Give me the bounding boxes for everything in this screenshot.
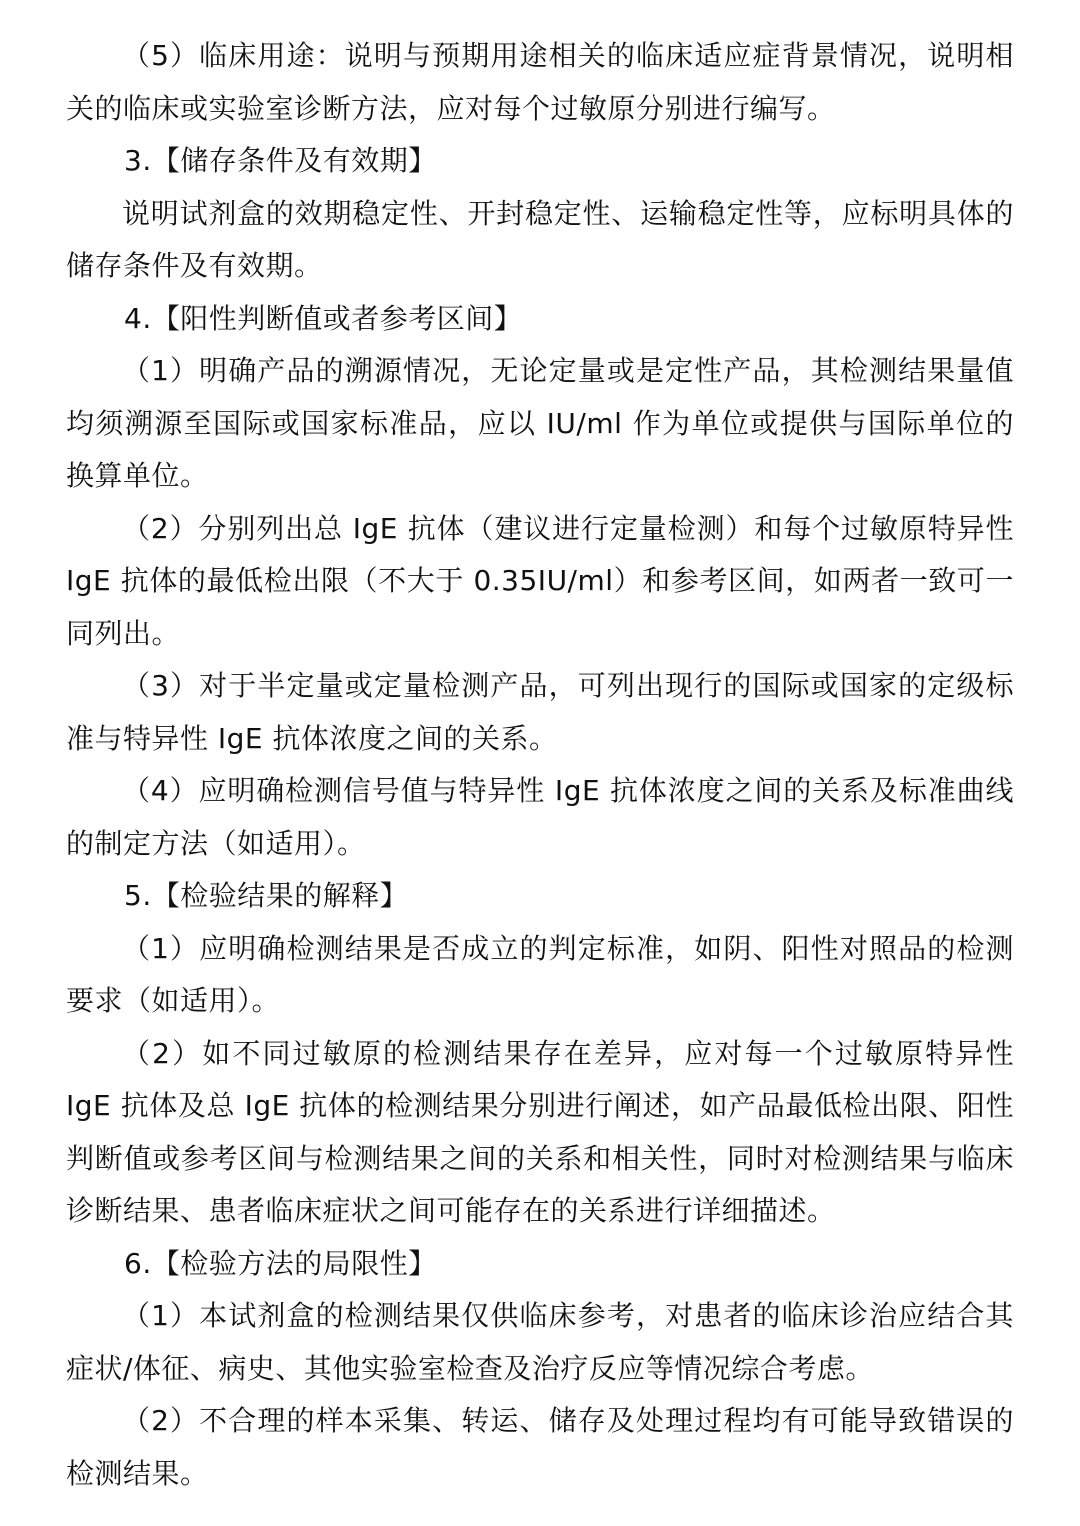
section-heading-reference-range: 4.【阳性判断值或者参考区间】	[124, 301, 523, 335]
paragraph-validity-criteria: （1）应明确检测结果是否成立的判定标准，如阴、阳性对照品的检测要求（如适用）。	[66, 931, 1014, 1017]
paragraph-storage: 说明试剂盒的效期稳定性、开封稳定性、运输稳定性等，应标明具体的储存条件及有效期。	[66, 196, 1014, 282]
paragraph-grading-standard: （3）对于半定量或定量检测产品，可列出现行的国际或国家的定级标准与特异性 IgE 抗体浓度之间的关系。	[66, 669, 1014, 755]
paragraph-sample-handling: （2）不合理的样本采集、转运、储存及处理过程均有可能导致错误的检测结果。	[66, 1404, 1014, 1490]
paragraph-clinical-use: （5）临床用途：说明与预期用途相关的临床适应症背景情况，说明相关的临床或实验室诊断方法，应对每个过敏原分别进行编写。	[66, 39, 1014, 125]
paragraph-standard-curve: （4）应明确检测信号值与特异性 IgE 抗体浓度之间的关系及标准曲线的制定方法（如适用）。	[66, 774, 1014, 860]
section-heading-storage: 3.【储存条件及有效期】	[124, 144, 437, 177]
paragraph-result-differences: （2）如不同过敏原的检测结果存在差异，应对每一个过敏原特异性 IgE 抗体及总 IgE 抗体的检测结果分别进行阐述，如产品最低检出限、阳性判断值或参考区间与检测结果之间的关系和相关性，同时对检测结果与临床诊断结果、患者临床症状之间可能存在的关系进行详细描述。	[66, 1036, 1014, 1227]
paragraph-clinical-reference: （1）本试剂盒的检测结果仅供临床参考，对患者的临床诊治应结合其症状/体征、病史、其他实验室检查及治疗反应等情况综合考虑。	[66, 1299, 1014, 1385]
paragraph-traceability: （1）明确产品的溯源情况，无论定量或是定性产品，其检测结果量值均须溯源至国际或国家标准品，应以 IU/ml 作为单位或提供与国际单位的换算单位。	[66, 354, 1014, 492]
section-heading-result-interpretation: 5.【检验结果的解释】	[124, 879, 409, 912]
section-heading-limitations: 6.【检验方法的局限性】	[124, 1246, 437, 1280]
paragraph-detection-limit: （2）分别列出总 IgE 抗体（建议进行定量检测）和每个过敏原特异性 IgE 抗体的最低检出限（不大于 0.35IU/ml）和参考区间，如两者一致可一同列出。	[66, 511, 1014, 650]
